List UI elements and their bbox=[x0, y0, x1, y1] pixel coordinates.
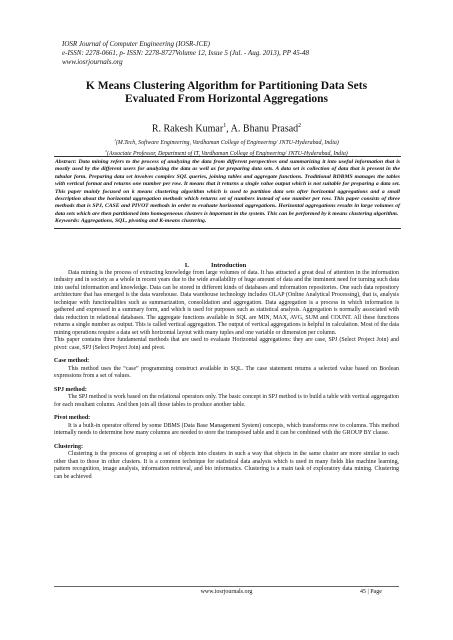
author-separator: , bbox=[226, 123, 231, 135]
journal-name: IOSR Journal of Computer Engineering (IOSR-JCE) bbox=[62, 40, 210, 48]
author-1-sup: 1 bbox=[223, 123, 227, 129]
keywords-label: Keywords: bbox=[55, 218, 80, 225]
keywords-text: Aggregations, SQL, pivoting and K-means clustering. bbox=[79, 218, 207, 225]
affiliation-2-sup: 2 bbox=[105, 148, 107, 153]
affiliations bbox=[55, 136, 398, 158]
author-list bbox=[60, 120, 393, 135]
abstract-label: Abstract: bbox=[55, 159, 77, 165]
abstract-text: Data mining refers to the process of analyzing the data from different perspectives and summarizing it into useful information that is mostly used by the different users for analyzing the data as well as for preparing data sets. A data set is collection of data that is present in the tabular form. Preparing data set involves complex SQL queries, joining tables and aggregate functions. Traditional RDBMS manages the tables with vertical format and returns one number per row. It means that it returns a single value output which is not suitable for preparing a data set. This paper mainly focused on k means clustering algorithm which is used to partition data sets after horizontal aggregations and a small description about the horizontal aggregation methods which returns set of numbers instead of one number per row. This paper consists of three methods that is SPJ, CASE and PIVOT methods in order to evaluate horizontal aggregations. Horizontal aggregations results in large volumes of data sets which are then partitioned into homogeneous clusters is important in the system. This can be performed by k means clustering algorithm. bbox=[55, 159, 400, 217]
section-heading-introduction bbox=[54, 262, 399, 270]
journal-header bbox=[62, 40, 309, 67]
pivot-method-text: It is a built-in operator offered by some DBMS (Data Base Management System) concepts, which transforms row to columns. This method internally needs to determine how many columns are needed to store the transposed table and it can be combined with the GROUP BY clause. bbox=[54, 422, 399, 436]
intro-paragraph-2: This paper contains three fundamental methods that are used to evaluate Horizontal aggregations: they are case, SPJ (Select Project Join) and pivot: case, SPJ (Select Project Join) and pivot. bbox=[54, 337, 399, 351]
title-line-1: K Means Clustering Algorithm for Partitioning Data Sets bbox=[85, 80, 368, 92]
affiliation-1-text: (M.Tech, Software Engineering, Vardhaman College of Engineering/ JNTU-Hyderabad, India) bbox=[115, 139, 339, 146]
affiliation-2-text: (Associate Professor, Department of IT, Vardhaman College of Engineering/ JNTU-Hyderabad, India) bbox=[106, 150, 348, 157]
intro-paragraph-1: Data mining is the process of extracting knowledge from large volumes of data. It has attracted a great deal of attention in the information industry and in society as a whole in recent years due to the wide availability of huge amount of data and the imminent need for turning such data into useful information and knowledge. Data can be stored in different kinds of databases and information repositories. One such data repository architecture that has emerged is the data warehouse. Data warehouse technology includes OLAP (Online Analytical Processing), that is, analysis technique with functionalities such as summarization, consolidation and aggregation. Data aggregation is a process in which information is gathered and expressed in a summary form, and which is used for purposes such as statistical analysis. Aggregation is normally associated with data reduction in relational databases. The aggregate functions available in SQL are MIN, MAX, AVG, SUM and COUNT. All these functions returns a single number as output. This is called vertical aggregation. The output of vertical aggregations is helpful in calculation. Most of the data mining operations require a data set with horizontal layout with many tuples and one variable or dimension per column. bbox=[54, 269, 399, 336]
spj-method-text: The SPJ method is work based on the relational operators only. The basic concept in SPJ method is to build a table with vertical aggregation for each resultant column. And then join all those tables to produce another table. bbox=[54, 394, 399, 408]
footer-divider bbox=[54, 586, 399, 587]
case-method-heading: Case method: bbox=[54, 358, 90, 364]
page-number: 45 | Page bbox=[360, 589, 382, 595]
author-2-sup: 2 bbox=[298, 123, 302, 129]
clustering-text: Clustering is the process of grouping a set of objects into clusters in such a way that objects in the same cluster are more similar to each other than to those in other clusters. It is a common technique for statistical data analysis which is used in many fields like machine learning, pattern recognition, image analysis, information retrieval, and bio informatics. Clustering is a main task of exploratory data mining. Clustering can be achieved bbox=[54, 451, 399, 480]
section-title: Introduction bbox=[210, 262, 247, 269]
clustering-heading: Clustering: bbox=[54, 443, 83, 450]
author-2: A. Bhanu Prasad bbox=[230, 123, 299, 135]
spj-method-heading: SPJ method: bbox=[54, 386, 87, 393]
journal-issn: e-ISSN: 2278-0661, p- ISSN: 2278-8727Volume 12, Issue 5 (Jul. - Aug. 2013), PP 45-48 bbox=[62, 49, 310, 57]
affiliation-1 bbox=[55, 136, 398, 147]
author-1: R. Rakesh Kumar bbox=[151, 123, 224, 135]
journal-url: www.iosrjournals.org bbox=[62, 58, 123, 66]
pivot-method-heading: Pivot method: bbox=[54, 415, 91, 421]
abstract-box bbox=[54, 156, 401, 229]
section-number: I. bbox=[184, 262, 189, 269]
case-method-text: This method uses the “case” programming construct available in SQL. The case statement returns a selected value based on Boolean expressions from a set of values. bbox=[54, 365, 399, 379]
footer-url: www.iosrjournals.org bbox=[200, 589, 253, 595]
title-line-2: Evaluated From Horizontal Aggregations bbox=[124, 93, 329, 105]
paper-title bbox=[60, 80, 393, 106]
affiliation-1-sup: 1 bbox=[114, 138, 116, 142]
keywords bbox=[55, 218, 400, 225]
body-text bbox=[54, 262, 399, 481]
